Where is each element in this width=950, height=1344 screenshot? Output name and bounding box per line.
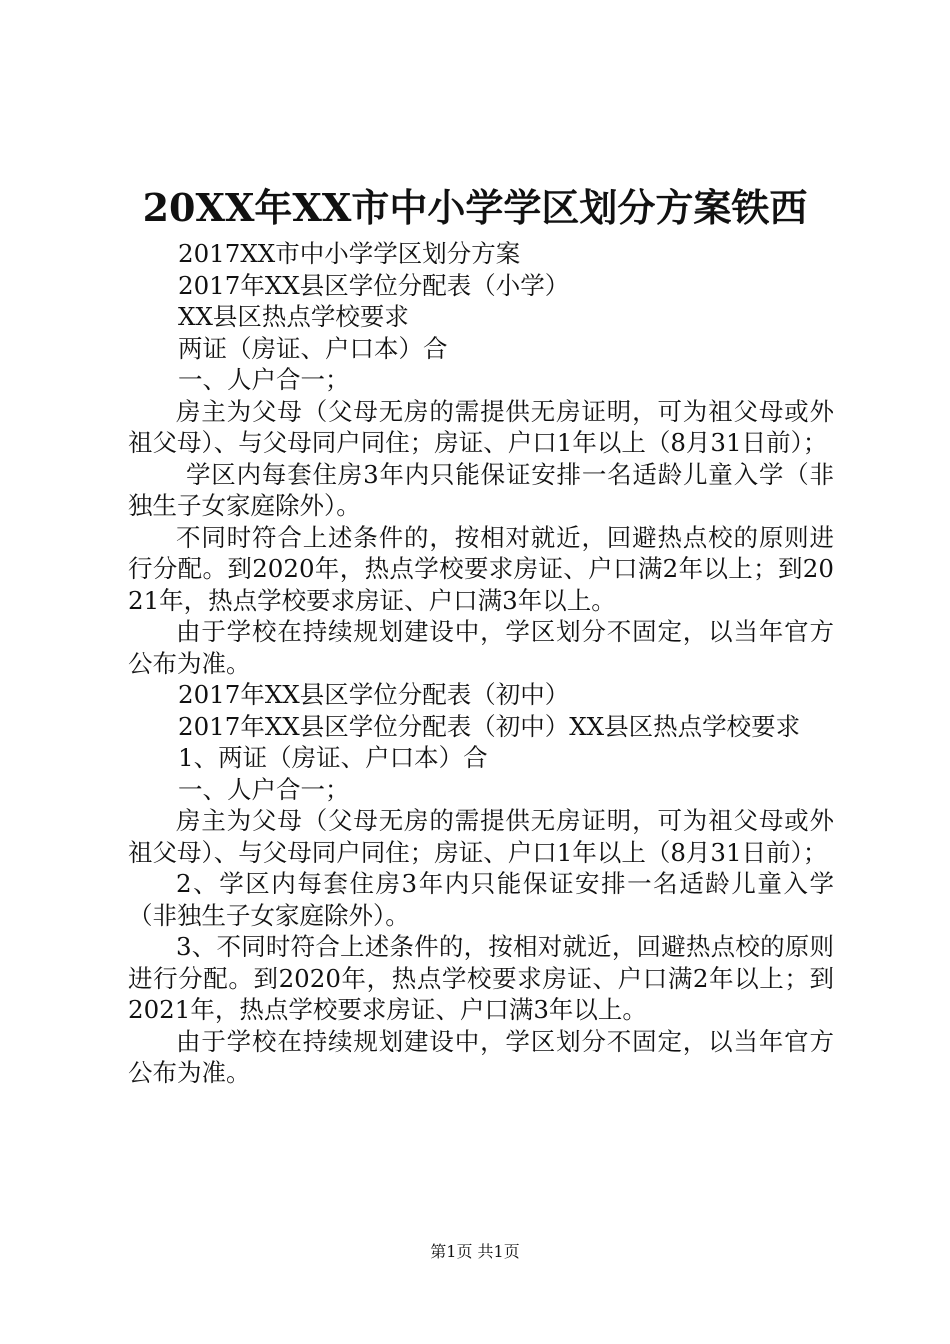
paragraph: 由于学校在持续规划建设中，学区划分不固定，以当年官方公布为准。 [128,1026,834,1087]
paragraph: 房主为父母（父母无房的需提供无房证明，可为祖父母或外祖父母）、与父母同户同住；房证、户口1年以上（8月31日前）； [128,396,834,457]
page-footer: 第1页 共1页 [430,1242,520,1261]
paragraph: 由于学校在持续规划建设中，学区划分不固定，以当年官方公布为准。 [128,617,834,678]
paragraph: 1、两证（房证、户口本）合 [178,743,488,772]
document-body [128,238,834,1089]
paragraph: 两证（房证、户口本）合 [178,333,448,363]
paragraph: 3、不同时符合上述条件的，按相对就近，回避热点校的原则进行分配。到2020年，热点学校要求房证、户口满2年以上；到2021年，热点学校要求房证、户口满3年以上。 [128,932,834,1024]
paragraph: 2、学区内每套住房3年内只能保证安排一名适龄儿童入学（非独生子女家庭除外）。 [128,869,834,930]
paragraph: 2017年XX县区学位分配表（初中）XX县区热点学校要求 [178,711,801,741]
paragraph: 房主为父母（父母无房的需提供无房证明，可为祖父母或外祖父母）、与父母同户同住；房证、户口1年以上（8月31日前）； [128,806,834,867]
paragraph: 2017XX市中小学学区划分方案 [178,239,521,268]
paragraph: XX县区热点学校要求 [178,302,409,331]
paragraph: 学区内每套住房3年内只能保证安排一名适龄儿童入学（非独生子女家庭除外）。 [128,459,834,520]
paragraph: 2017年XX县区学位分配表（初中） [178,680,570,709]
paragraph: 一、人户合一； [178,774,350,804]
paragraph: 2017年XX县区学位分配表（小学） [178,270,570,300]
paragraph: 不同时符合上述条件的，按相对就近，回避热点校的原则进行分配。到2020年，热点学校要求房证、户口满2年以上；到2021年，热点学校要求房证、户口满3年以上。 [128,522,834,615]
paragraph: 一、人户合一； [178,365,350,394]
document-title: 20XX年XX市中小学学区划分方案铁西 [142,185,808,230]
